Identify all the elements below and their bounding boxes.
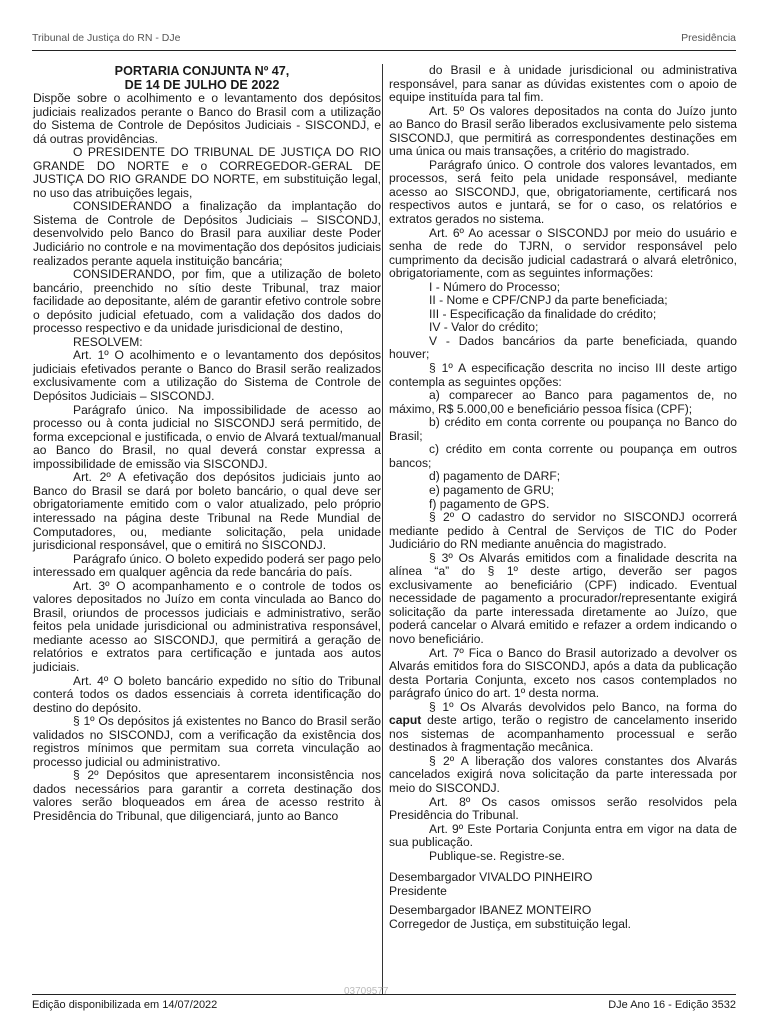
document-summary: Dispõe sobre o acolhimento e o levantamento dos depósitos judiciais realizados perante o Banco do Brasil com a utilização do Sistema de Controle de Depósitos Judiciais - SISCONDJ, e dá outras providências.: [33, 91, 381, 146]
article-paragraph: a) comparecer ao Banco para pagamentos de, no máximo, R$ 5.000,00 e beneficiário pessoa física (CPF);: [389, 388, 737, 416]
article-paragraph: II - Nome e CPF/CNPJ da parte beneficiada;: [429, 293, 668, 308]
article-paragraph: Parágrafo único. O boleto expedido poderá ser pago pelo interessado em qualquer agência da rede bancária do país.: [33, 551, 381, 580]
article-paragraph: Art. 5º Os valores depositados na conta do Juízo junto ao Banco do Brasil serão liberados exclusivamente pelo sistema SISCONDJ, que permitirá as correspondentes destinações em uma única ou mais transações, a critério do magistrado.: [389, 103, 737, 159]
article-paragraph: Parágrafo único. Na impossibilidade de acesso ao processo ou à conta judicial no SISCONDJ será permitido, de forma excepcional e justificada, o envio de Alvará textual/manual ao Banco do Brasil, no qual deverá constar expressa a impossibilidade de emissão via SISCONDJ.: [33, 402, 381, 471]
article-paragraph: CONSIDERANDO a finalização da implantação do Sistema de Controle de Depósitos Judiciais – SISCONDJ, desenvolvido pelo Banco do Brasil para auxiliar deste Poder Judiciário no controle e na movimentação dos depósitos judiciais realizados perante aquela instituição bancária;: [33, 199, 381, 268]
article-paragraph: f) pagamento de GPS.: [429, 496, 550, 511]
article-paragraph: b) crédito em conta corrente ou poupança no Banco do Brasil;: [389, 415, 737, 443]
article-paragraph: § 1º Os Alvarás devolvidos pelo Banco, na forma do caput deste artigo, terão o registro de cancelamento inserido nos sistemas de acompanhamento processual e serão destinados à fragmentação mecânica.: [389, 699, 737, 755]
article-paragraph: § 2º Depósitos que apresentarem inconsistência nos dados necessários para garantir a correta destinação dos valores serão bloqueados em área de acesso restrito à Presidência do Tribunal, que diligenciará, junto ao Banco: [33, 768, 381, 823]
caput-term: caput: [389, 713, 422, 728]
article-paragraph: Art. 4º O boleto bancário expedido no sítio do Tribunal conterá todos os dados essenciais à correta identificação do destino do depósito.: [33, 673, 381, 715]
watermark-code: 03709577: [344, 986, 389, 997]
right-column: [389, 64, 737, 931]
signature-role: Presidente: [389, 883, 447, 898]
article-paragraph: Art. 8º Os casos omissos serão resolvidos pela Presidência do Tribunal.: [389, 794, 737, 823]
article-paragraph: IV - Valor do crédito;: [429, 320, 539, 335]
signature-name: Desembargador VIVALDO PINHEIRO: [389, 870, 593, 885]
footer-edition-number: DJe Ano 16 - Edição 3532: [608, 999, 736, 1011]
article-paragraph: § 1º A especificação descrita no inciso III deste artigo contempla as seguintes opções:: [389, 361, 737, 389]
article-paragraph: Art. 6º Ao acessar o SISCONDJ por meio do usuário e senha de rede do TJRN, o servidor responsável pelo cumprimento da decisão judicial cadastrará o alvará eletrônico, obrigatoriamente, com as seguintes informações:: [389, 225, 737, 281]
title-line-1: PORTARIA CONJUNTA Nº 47,: [114, 64, 290, 78]
footer-edition-date: Edição disponibilizada em 14/07/2022: [32, 999, 218, 1011]
article-paragraph: I - Número do Processo;: [429, 279, 561, 294]
article-paragraph: § 3º Os Alvarás emitidos com a finalidade descrita na alínea “a” do § 1º deste artigo, deverão ser pagos exclusivamente ao beneficiário (CPF) indicado. Eventual necessidade de pagamento a procurador/representante exigirá solicitação da parte interessada diretamente ao Juízo, que poderá cancelar o Alvará emitido e refazer a ordem indicando o novo beneficiário.: [389, 550, 737, 646]
header-divider: [32, 50, 736, 51]
article-paragraph: O PRESIDENTE DO TRIBUNAL DE JUSTIÇA DO RIO GRANDE DO NORTE e o CORREGEDOR-GERAL DE JUSTIÇA DO RIO GRANDE DO NORTE, em substituição legal, no uso das atribuições legais,: [33, 145, 381, 200]
title-line-2: DE 14 DE JULHO DE 2022: [124, 78, 280, 92]
header-section: Presidência: [681, 32, 736, 44]
signature-role: Corregedor de Justiça, em substituição legal.: [389, 916, 631, 931]
article-paragraph: § 1º Os depósitos já existentes no Banco do Brasil serão validados no SISCONDJ, com a verificação da existência dos registros mínimos que permitam sua correta vinculação ao processo judicial ou administrativo.: [33, 714, 381, 769]
article-paragraph: Publique-se. Registre-se.: [429, 848, 565, 863]
left-column: [33, 64, 381, 824]
article-paragraph: Art. 9º Este Portaria Conjunta entra em vigor na data de sua publicação.: [389, 821, 737, 850]
document-title: [33, 64, 381, 92]
article-paragraph: do Brasil e à unidade jurisdicional ou administrativa responsável, para sanar as dúvidas existentes com o apoio de equipe instituída para tal fim.: [389, 63, 737, 105]
article-paragraph: III - Especificação da finalidade do crédito;: [429, 306, 657, 321]
header-court-name: Tribunal de Justiça do RN - DJe: [32, 32, 181, 44]
column-divider: [382, 64, 383, 994]
article-paragraph: Art. 1º O acolhimento e o levantamento dos depósitos judiciais efetivados perante o Banco do Brasil serão realizados exclusivamente com a utilização do Sistema de Controle de Depósitos Judiciais – SISCONDJ.: [33, 348, 381, 404]
article-paragraph: § 2º O cadastro do servidor no SISCONDJ ocorrerá mediante pedido à Central de Serviços de TIC do Poder Judiciário do RN mediante anuência do magistrado.: [389, 510, 737, 552]
article-paragraph: Art. 7º Fica o Banco do Brasil autorizado a devolver os Alvarás emitidos fora do SISCONDJ, após a data da publicação desta Portaria Conjunta, exceto nos casos contemplados no parágrafo único do art. 1º desta norma.: [389, 645, 737, 701]
article-paragraph: Art. 3º O acompanhamento e o controle de todos os valores depositados no Juízo em conta vinculada ao Banco do Brasil, oriundos de processos judiciais e administrativo, serão feitos pela unidade jurisdicional ou administrativa responsável, mediante acesso ao SISCONDJ, que permitirá a geração de relatórios e extratos para certificação e juntada aos autos judiciais.: [33, 578, 381, 674]
page-footer: [32, 994, 736, 1011]
article-paragraph: c) crédito em conta corrente ou poupança em outros bancos;: [389, 442, 737, 470]
article-paragraph: e) pagamento de GRU;: [429, 482, 555, 497]
article-paragraph: V - Dados bancários da parte beneficiada, quando houver;: [389, 333, 737, 362]
article-paragraph: Parágrafo único. O controle dos valores levantados, em processos, será feito pela unidade responsável, mediante acesso ao SISCONDJ, que, obrigatoriamente, certificará nos respectivos autos e juntará, se for o caso, os relatórios e extratos gerados no sistema.: [389, 157, 737, 227]
article-paragraph: RESOLVEM:: [73, 334, 143, 349]
page-header: [32, 32, 736, 48]
article-paragraph: CONSIDERANDO, por fim, que a utilização de boleto bancário, preenchido no sítio deste Tribunal, traz maior facilidade ao depositante, além de garantir efetivo controle sobre o depósito judicial efetuado, com a validação dos dados do processo respectivo e da unidade jurisdicional de destino,: [33, 267, 381, 336]
article-paragraph: § 2º A liberação dos valores constantes dos Alvarás cancelados exigirá nova solicitação da parte interessada por meio do SISCONDJ.: [389, 753, 737, 795]
signature-name: Desembargador IBANEZ MONTEIRO: [389, 903, 592, 918]
article-paragraph: Art. 2º A efetivação dos depósitos judiciais junto ao Banco do Brasil se dará por boleto bancário, o qual deve ser obrigatoriamente emitido com o valor atualizado, pelo próprio interessado na página deste Tribunal na Rede Mundial de Computadores, ou, mediante solicitação, pela unidade jurisdicional responsável, que o emitirá no SISCONDJ.: [33, 470, 381, 553]
article-paragraph: d) pagamento de DARF;: [429, 469, 561, 484]
